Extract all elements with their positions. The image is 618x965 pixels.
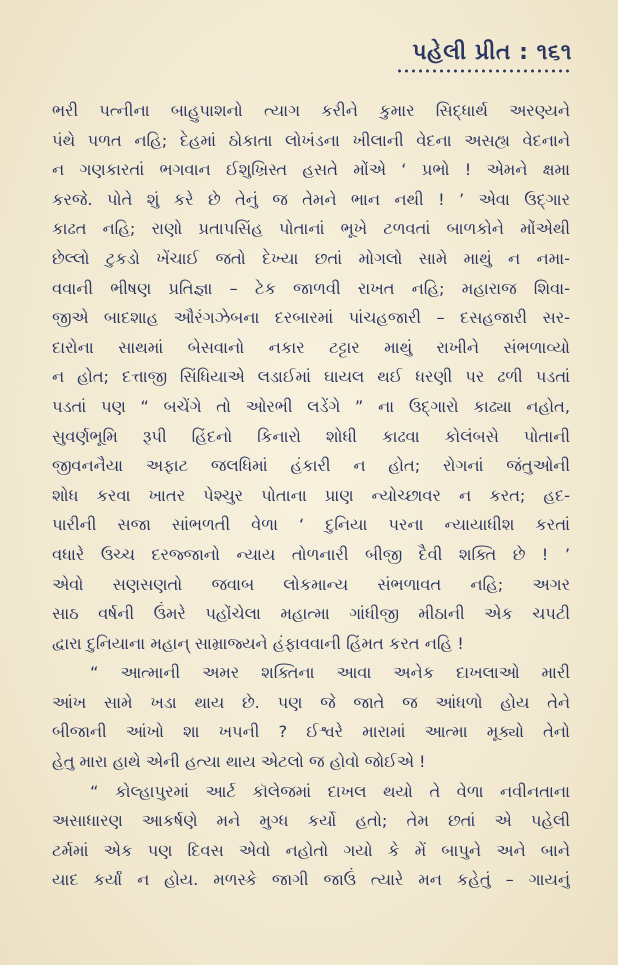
text-line: પંથે પળત નહિ; દેહમાં ઠોકાતા લોખંડના ખીલાની વેદના અસહ્ય વેદનાને: [52, 130, 570, 150]
text-line: જીવનનૈયા અફાટ જલધિમાં હંકારી ન હોત; રોગનાં જંતુઓની: [52, 456, 570, 476]
text-line: સુવર્ણભૂમિ રૂપી હિંદનો કિનારો શોધી કાઢવા કોલંબસે પોતાની: [52, 426, 570, 446]
text-line: ભરી પત્નીના બાહુપાશનો ત્યાગ કરીને કુમાર સિદ્ધાર્થ અરણ્યને: [52, 101, 570, 120]
header-dotted-rule: [396, 69, 572, 73]
text-line: સાઠ વર્ષની ઉંમરે પહોંચેલા મહાત્મા ગાંધીજી મીઠાની એક ચપટી: [52, 604, 570, 624]
text-line: હેતુ મારા હાથે એની હત્યા થાય એટલો જ હોવો જોઈએ !: [52, 752, 426, 772]
text-line: વધારે ઉચ્ચ દરજ્જાનો ન્યાય તોળનારી બીજી દૈવી શક્તિ છે ! ’: [52, 544, 570, 564]
text-line: શોધ કરવા ખાતર પેશ્ચુર પોતાના પ્રાણ ન્યોચ્છાવર ન કરત; હદ-: [52, 485, 570, 505]
text-line: બીજાની આંખો શા ખપની ? ઈશ્વરે મારામાં આત્મા મૂક્યો તેનો: [52, 722, 570, 742]
header-title: પહેલી પ્રીત : ૧૬૧: [412, 40, 572, 65]
text-line: આંખ સામે ખડા થાય છે. પણ જે જાતે જ આંધળો હોય તેને: [52, 692, 570, 712]
text-line: એવો સણસણતો જવાબ લોકમાન્ય સંભળાવત નહિ; અગર: [52, 574, 570, 594]
body-text: [52, 96, 570, 895]
text-line: જીએ બાદશાહ ઔરંગઝેબના દરબારમાં પાંચહજારી – દસહજારી સર-: [52, 308, 570, 328]
text-line: દ્વારા દુનિયાના મહાન્ સામ્રાજ્યને હંફાવવાની હિંમત કરત નહિ !: [52, 633, 464, 653]
text-line: દારોના સાથમાં બેસવાનો નકાર ટટ્ટાર માથું રાખીને સંભળાવ્યો: [52, 337, 570, 357]
text-line: ટર્મમાં એક પણ દિવસ એવો નહોતો ગયો કે મેં બાપુને અને બાને: [52, 840, 570, 860]
text-line: છેલ્લો ટુકડો ખેંચાઈ જતો દેખ્યા છતાં મોગલો સામે માથું ન નમા-: [52, 248, 570, 268]
running-header: [396, 40, 572, 73]
text-line: કાઢત નહિ; રાણો પ્રતાપસિંહ પોતાનાં ભૂખે ટળવતાં બાળકોને મોંએથી: [52, 219, 570, 239]
text-line: કરજે. પોતે શું કરે છે તેનું જ તેમને ભાન નથી ! ’ એવા ઉદ્‌ગાર: [52, 189, 570, 209]
text-line: ન હોત; દત્તાજી સિંધિયાએ લડાઈમાં ઘાયલ થઈ ધરણી પર ઢળી પડતાં: [52, 367, 570, 387]
text-line: “ આત્માની અમર શક્તિના આવા અનેક દાખલાઓ મારી: [90, 663, 570, 683]
text-line: યાદ કર્યાં ન હોય. મળસ્કે જાગી જાઉં ત્યારે મન કહેતું – ગાયનું: [52, 870, 570, 890]
text-line: પડતાં પણ “ બચેંગે તો ઓરભી લડેંગે ” ના ઉદ્‌ગારો કાઢ્યા નહોત,: [52, 396, 570, 416]
text-line: વવાની ભીષણ પ્રતિજ્ઞા – ટેક જાળવી રાખત નહિ; મહારાજ શિવા-: [52, 278, 570, 298]
text-line: પારીની સજા સાંભળતી વેળા ‘ દુનિયા પરના ન્યાયાધીશ કરતાં: [52, 515, 570, 535]
text-line: “ કોલ્હાપુરમાં આર્ટ કૉલેજમાં દાખલ થયો તે વેળા નવીનતાના: [90, 781, 570, 801]
text-line: ન ગણકારતાં ભગવાન ઈશુખ્રિસ્ત હસતે મોંએ ‘ પ્રભો ! એમને ક્ષમા: [52, 160, 570, 180]
text-line: અસાધારણ આકર્ષણે મને મુગ્ધ કર્યો હતો; તેમ છતાં એ પહેલી: [52, 811, 570, 831]
